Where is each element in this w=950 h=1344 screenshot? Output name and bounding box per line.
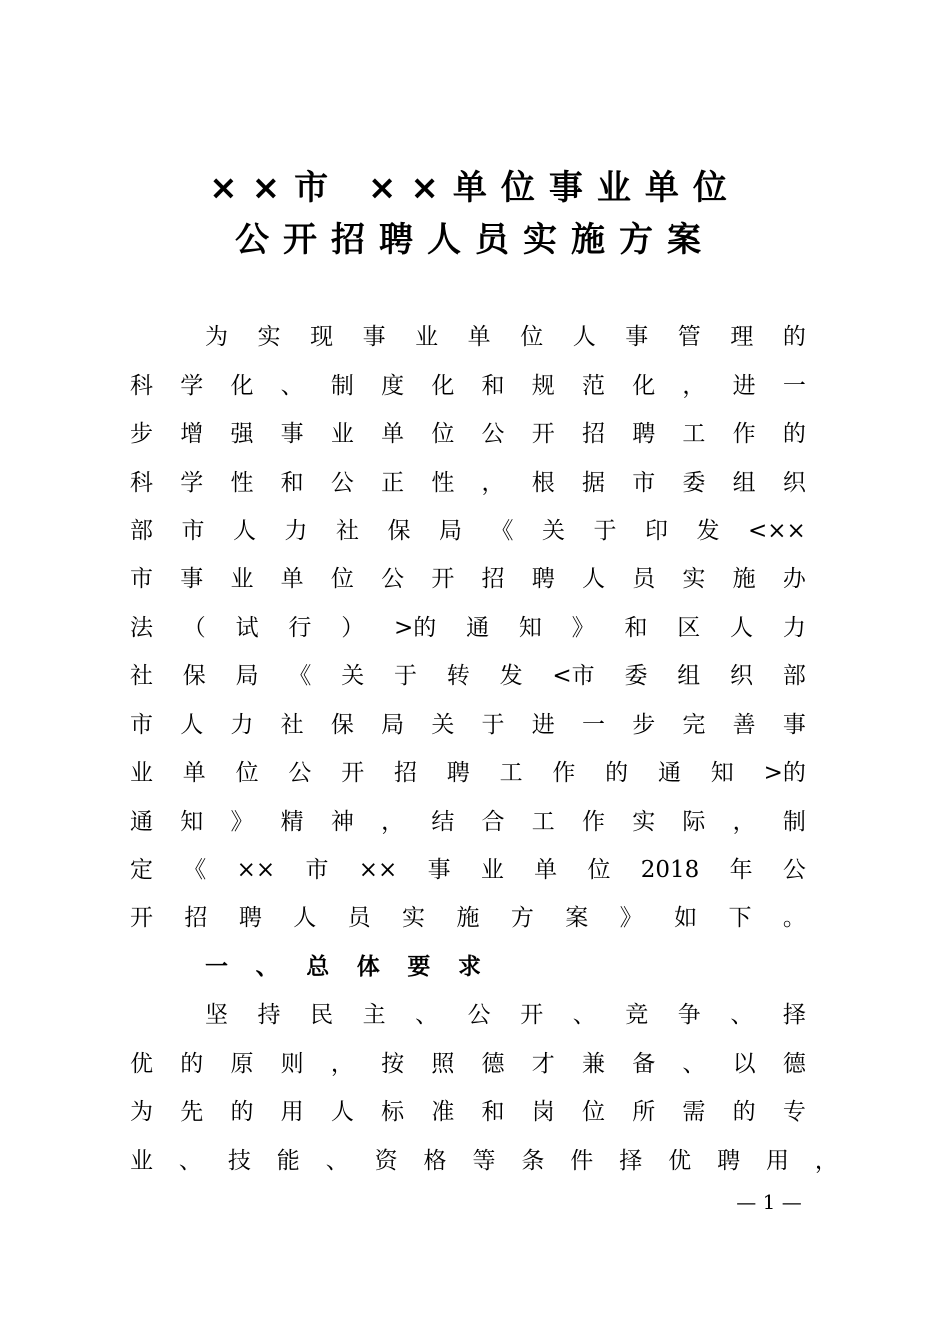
text-token: 。 (782, 905, 806, 931)
text-token: 才 (531, 1051, 555, 1077)
text-token: 优 (130, 1051, 153, 1077)
text-token: 通 (466, 615, 490, 641)
text-token: 部 (782, 663, 806, 689)
text-token: 总 (306, 954, 330, 980)
text-token: 事 (180, 566, 204, 592)
text-token: 《 (183, 857, 207, 883)
text-token: 聘 (531, 566, 555, 592)
text-token: 体 (356, 954, 380, 980)
text-token: 人 (180, 712, 204, 738)
body-line-3 (130, 419, 806, 449)
text-token: 保 (330, 712, 354, 738)
text-token: 关 (542, 518, 565, 544)
text-token: 印 (645, 518, 668, 544)
text-token: 知 (180, 809, 204, 835)
text-token: 择 (619, 1148, 643, 1174)
text-token: 化 (431, 373, 455, 399)
text-token: 的 (782, 421, 806, 447)
text-token: 市 (130, 712, 153, 738)
text-token: 人 (581, 566, 605, 592)
body-line-4 (130, 468, 806, 498)
text-token: 如 (674, 905, 698, 931)
text-token: 按 (381, 1051, 405, 1077)
document-title-line-2: 公开招聘人员实施方案 (235, 220, 715, 260)
text-token: 、 (682, 1051, 706, 1077)
text-token: 实 (682, 566, 706, 592)
text-token: 、 (572, 1002, 596, 1028)
text-token: 结 (431, 809, 455, 835)
text-token: 关 (431, 712, 455, 738)
text-token: 发 (696, 518, 720, 544)
text-token: 局 (439, 518, 462, 544)
text-token: 学 (180, 373, 204, 399)
text-token: 位 (587, 857, 611, 883)
text-token: 件 (570, 1148, 594, 1174)
body-line-1 (205, 322, 806, 352)
body-line-8 (130, 661, 806, 691)
text-token: ×× (236, 857, 276, 883)
text-token: 工 (682, 421, 706, 447)
text-token: 步 (130, 421, 153, 447)
text-token: 单 (467, 324, 491, 350)
text-token: 人 (730, 615, 754, 641)
text-token: 招 (581, 421, 605, 447)
text-token: 公 (467, 1002, 491, 1028)
text-token: 、 (280, 373, 304, 399)
text-token: 需 (682, 1099, 706, 1125)
body-line-15 (205, 1000, 806, 1030)
text-token: 岗 (531, 1099, 555, 1125)
body-line-10 (130, 758, 806, 788)
text-token: 的 (605, 760, 629, 786)
text-token: 制 (782, 809, 806, 835)
text-token: 、 (178, 1148, 202, 1174)
body-line-9 (130, 710, 806, 740)
text-token: <市 (552, 663, 595, 689)
text-token: 局 (381, 712, 405, 738)
text-token: 作 (581, 809, 605, 835)
text-token: 管 (677, 324, 701, 350)
text-token: 学 (180, 470, 204, 496)
text-token: 、 (415, 1002, 439, 1028)
text-token: 实 (632, 809, 656, 835)
text-token: 合 (481, 809, 505, 835)
text-token: 性 (230, 470, 254, 496)
text-token: 范 (581, 373, 605, 399)
text-token: 市 (181, 518, 205, 544)
body-line-2 (130, 371, 806, 401)
text-token: 招 (393, 760, 417, 786)
text-token: 法 (130, 615, 153, 641)
text-token: 条 (521, 1148, 545, 1174)
body-line-17 (130, 1097, 806, 1127)
text-token: 业 (130, 760, 153, 786)
text-token: ， (732, 809, 756, 835)
text-token: 位 (520, 324, 544, 350)
text-token: 部 (130, 518, 153, 544)
text-token: 度 (381, 373, 405, 399)
text-token: 和 (481, 373, 505, 399)
text-token: 事 (782, 712, 806, 738)
text-token: 所 (632, 1099, 656, 1125)
section-heading (205, 952, 481, 982)
text-token: 求 (457, 954, 481, 980)
text-token: 和 (280, 470, 304, 496)
text-token: 开 (130, 905, 153, 931)
text-token: 实 (257, 324, 281, 350)
text-token: 公 (288, 760, 312, 786)
text-token: 事 (362, 324, 386, 350)
text-token: 公 (782, 857, 806, 883)
text-token: 备 (632, 1051, 656, 1077)
text-token: 增 (180, 421, 204, 447)
text-token: 业 (130, 1148, 153, 1174)
text-token: 原 (230, 1051, 254, 1077)
text-token: 位 (330, 566, 354, 592)
text-token: 以 (732, 1051, 756, 1077)
text-token: 科 (130, 373, 153, 399)
text-token: 竞 (625, 1002, 649, 1028)
text-token: 据 (581, 470, 605, 496)
text-token: 年 (729, 857, 753, 883)
text-token: 完 (682, 712, 706, 738)
text-token: 要 (407, 954, 431, 980)
text-token: 现 (310, 324, 334, 350)
text-token: 位 (581, 1099, 605, 1125)
text-token: 开 (531, 421, 555, 447)
text-token: 聘 (717, 1148, 741, 1174)
text-token: 优 (668, 1148, 692, 1174)
text-token: 能 (276, 1148, 300, 1174)
text-token: <×× (748, 518, 806, 544)
text-token: 知 (518, 615, 542, 641)
text-token: 2018 (640, 857, 700, 883)
text-token: 行 (288, 615, 312, 641)
text-token: 规 (531, 373, 555, 399)
text-token: 和 (481, 1099, 505, 1125)
body-line-5 (130, 516, 806, 546)
text-token: 招 (184, 905, 208, 931)
text-token: 知 (710, 760, 734, 786)
text-token: 通 (130, 809, 153, 835)
text-token: 一 (782, 373, 806, 399)
text-token: 等 (472, 1148, 496, 1174)
text-token: 作 (552, 760, 576, 786)
text-token: 作 (732, 421, 756, 447)
text-token: 委 (682, 470, 706, 496)
text-token: 的 (782, 324, 806, 350)
text-token: 力 (284, 518, 308, 544)
text-token: 专 (782, 1099, 806, 1125)
text-token: >的 (763, 760, 806, 786)
text-token: 资 (374, 1148, 398, 1174)
text-token: 则 (280, 1051, 304, 1077)
text-token: 市 (632, 470, 656, 496)
text-token: 》 (230, 809, 254, 835)
text-token: 公 (481, 421, 505, 447)
text-token: 理 (730, 324, 754, 350)
text-token: ， (814, 1148, 838, 1174)
text-token: 公 (330, 470, 354, 496)
text-token: 善 (732, 712, 756, 738)
body-line-13 (130, 903, 806, 933)
text-token: 为 (130, 1099, 153, 1125)
text-token: 根 (531, 470, 555, 496)
text-token: 社 (130, 663, 153, 689)
text-token: 市 (305, 857, 329, 883)
text-token: 聘 (238, 905, 262, 931)
text-token: 单 (182, 760, 206, 786)
text-token: 择 (782, 1002, 806, 1028)
body-line-18 (130, 1146, 838, 1176)
text-token: 德 (782, 1051, 806, 1077)
text-token: 局 (235, 663, 259, 689)
text-token: （ (182, 615, 206, 641)
text-token: 《 (490, 518, 514, 544)
text-token: 标 (381, 1099, 405, 1125)
document-title-line-1: ××市 ××单位事业单位 (209, 168, 741, 208)
text-token: 持 (257, 1002, 281, 1028)
text-token: 区 (677, 615, 701, 641)
text-token: 办 (782, 566, 806, 592)
text-token: 力 (230, 712, 254, 738)
text-token: 兼 (581, 1051, 605, 1077)
text-token: 市 (130, 566, 153, 592)
text-token: 《 (288, 663, 312, 689)
text-token: 制 (330, 373, 354, 399)
text-token: 、 (730, 1002, 754, 1028)
text-token: 民 (310, 1002, 334, 1028)
text-token: 试 (235, 615, 259, 641)
text-token: 组 (677, 663, 701, 689)
text-token: 化 (632, 373, 656, 399)
text-token: 强 (230, 421, 254, 447)
text-token: 开 (520, 1002, 544, 1028)
text-token: 的 (180, 1051, 204, 1077)
text-token: 委 (624, 663, 648, 689)
text-token: 事 (280, 421, 304, 447)
text-token: 先 (180, 1099, 204, 1125)
text-token: >的 (393, 615, 437, 641)
text-token: 技 (227, 1148, 251, 1174)
text-token: ×× (358, 857, 398, 883)
body-line-16 (130, 1049, 806, 1079)
text-token: 神 (330, 809, 354, 835)
text-token: ， (481, 470, 505, 496)
text-token: 、 (325, 1148, 349, 1174)
text-token: 关 (341, 663, 365, 689)
text-token: 科 (130, 470, 153, 496)
text-token: 事 (625, 324, 649, 350)
text-token: 格 (423, 1148, 447, 1174)
text-token: 正 (381, 470, 405, 496)
text-token: 位 (235, 760, 259, 786)
body-line-12 (130, 855, 806, 885)
text-token: 业 (330, 421, 354, 447)
text-token: 方 (510, 905, 534, 931)
text-token: 员 (632, 566, 656, 592)
text-token: 事 (427, 857, 451, 883)
text-token: 一 (205, 954, 228, 980)
text-token: 用 (280, 1099, 304, 1125)
text-token: 保 (182, 663, 206, 689)
text-token: 》 (619, 905, 643, 931)
text-token: ， (682, 373, 706, 399)
text-token: 人 (233, 518, 256, 544)
text-token: 实 (402, 905, 426, 931)
text-token: 开 (341, 760, 365, 786)
text-token: ） (341, 615, 365, 641)
text-token: 于 (593, 518, 617, 544)
text-token: 通 (657, 760, 681, 786)
text-token: 进 (531, 712, 555, 738)
text-token: 的 (230, 1099, 254, 1125)
text-token: 步 (632, 712, 656, 738)
text-token: 德 (481, 1051, 505, 1077)
text-token: 于 (393, 663, 417, 689)
text-token: 施 (456, 905, 480, 931)
text-token: 单 (280, 566, 304, 592)
text-token: 社 (280, 712, 304, 738)
text-token: 性 (431, 470, 455, 496)
text-token: 和 (624, 615, 648, 641)
text-token: 际 (682, 809, 706, 835)
text-token: 争 (677, 1002, 701, 1028)
text-token: 进 (732, 373, 756, 399)
text-token: 用 (765, 1148, 789, 1174)
text-token: 工 (531, 809, 555, 835)
text-token: 于 (481, 712, 505, 738)
body-line-7 (130, 613, 806, 643)
text-token: 员 (347, 905, 371, 931)
text-token: 聘 (632, 421, 656, 447)
text-token: 、 (255, 954, 279, 980)
text-token: 织 (730, 663, 754, 689)
text-token: 一 (581, 712, 605, 738)
text-token: 转 (446, 663, 470, 689)
text-token: 定 (130, 857, 153, 883)
text-token: 力 (782, 615, 806, 641)
text-token: 》 (571, 615, 595, 641)
text-token: 招 (481, 566, 505, 592)
text-token: 为 (205, 324, 228, 350)
body-line-6 (130, 564, 806, 594)
body-line-11 (130, 807, 806, 837)
text-token: 施 (732, 566, 756, 592)
page-number: — 1 — (736, 1190, 802, 1214)
text-token: 人 (293, 905, 317, 931)
text-token: 单 (381, 421, 405, 447)
text-token: 下 (728, 905, 752, 931)
text-token: 人 (572, 324, 596, 350)
text-token: 组 (732, 470, 756, 496)
text-token: 聘 (446, 760, 470, 786)
text-token: 公 (381, 566, 405, 592)
text-token: 开 (431, 566, 455, 592)
text-token: 社 (336, 518, 359, 544)
text-token: 准 (431, 1099, 455, 1125)
text-token: 发 (499, 663, 523, 689)
text-token: ， (330, 1051, 354, 1077)
text-token: 照 (431, 1051, 455, 1077)
text-token: 单 (534, 857, 558, 883)
text-token: 保 (387, 518, 411, 544)
text-token: 业 (480, 857, 504, 883)
text-token: 业 (415, 324, 439, 350)
text-token: 化 (230, 373, 254, 399)
text-token: 织 (782, 470, 806, 496)
text-token: 业 (230, 566, 254, 592)
text-token: 案 (565, 905, 589, 931)
text-token: 人 (330, 1099, 354, 1125)
text-token: 坚 (205, 1002, 228, 1028)
text-token: 工 (499, 760, 523, 786)
text-token: 的 (732, 1099, 756, 1125)
text-token: 精 (280, 809, 304, 835)
text-token: 主 (362, 1002, 386, 1028)
text-token: 位 (431, 421, 455, 447)
text-token: ， (381, 809, 405, 835)
